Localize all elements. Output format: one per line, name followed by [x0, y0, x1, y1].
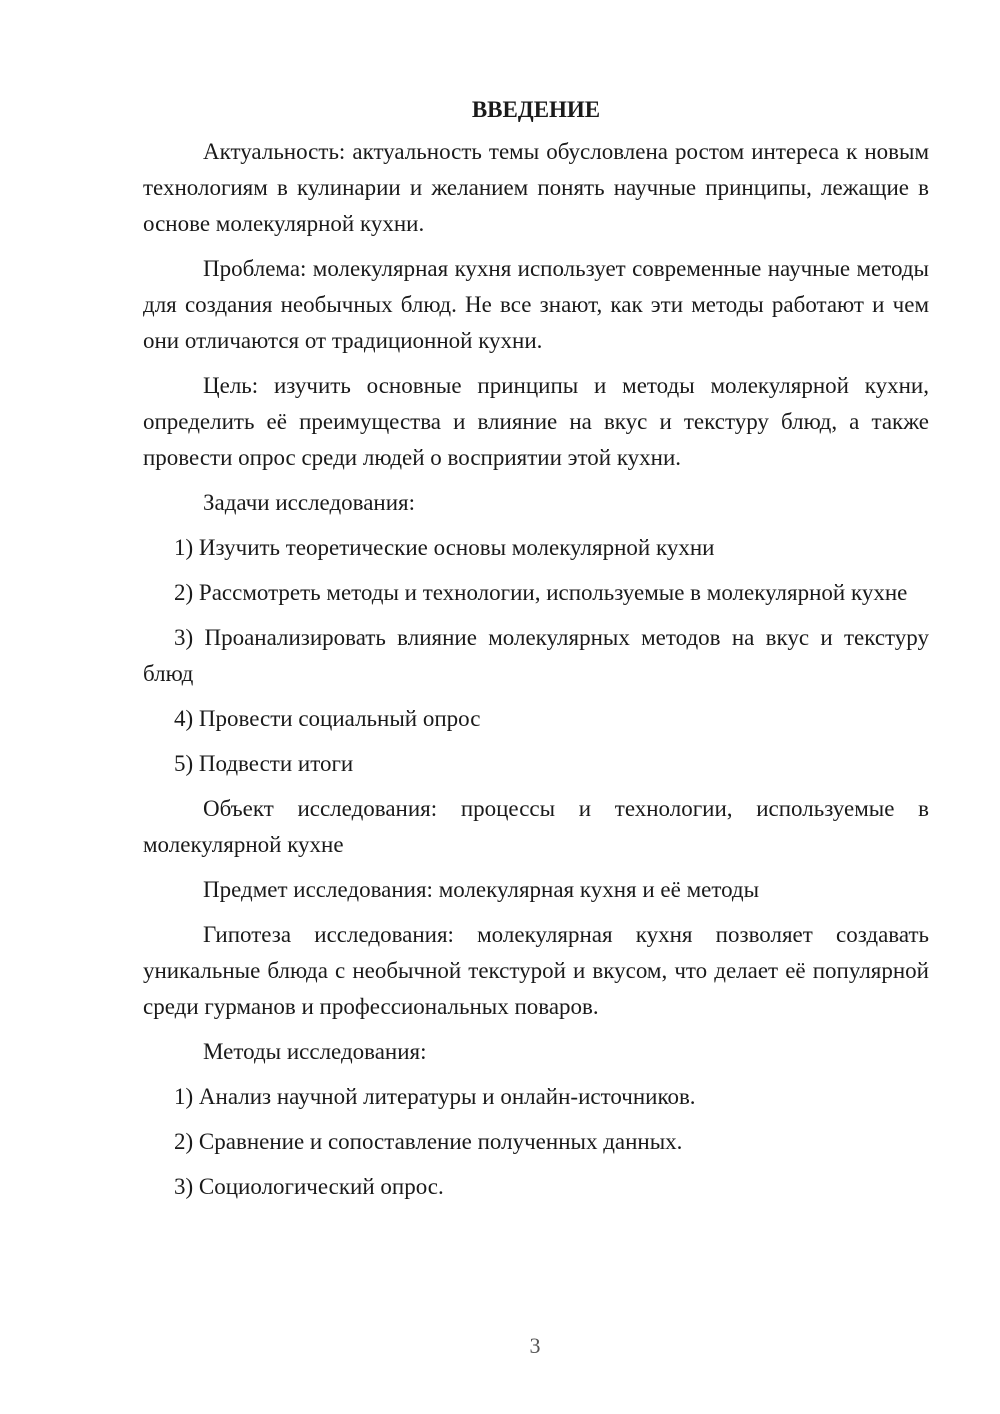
task-item-3: 3) Проанализировать влияние молекулярных методов на вкус и текстуру блюд: [143, 625, 929, 686]
goal-paragraph: Цель: изучить основные принципы и методы молекулярной кухни, определить её преимущества и влияние на вкус и текстуру блюд, а также провести опрос среди людей о восприятии этой кухни.: [143, 373, 929, 470]
hypothesis-paragraph: Гипотеза исследования: молекулярная кухня позволяет создавать уникальные блюда с необычной текстурой и вкусом, что делает её популярной среди гурманов и профессиональных поваров.: [143, 922, 929, 1019]
method-item-3: 3) Социологический опрос.: [174, 1174, 444, 1199]
task-item-5: 5) Подвести итоги: [174, 751, 354, 776]
relevance-paragraph: Актуальность: актуальность темы обусловлена ростом интереса к новым технологиям в кулинарии и желанием понять научные принципы, лежащие в основе молекулярной кухни.: [143, 139, 929, 236]
object-paragraph: Объект исследования: процессы и технологии, используемые в молекулярной кухне: [143, 796, 929, 857]
method-item-1: 1) Анализ научной литературы и онлайн-источников.: [174, 1084, 696, 1109]
problem-paragraph: Проблема: молекулярная кухня использует современные научные методы для создания необычных блюд. Не все знают, как эти методы работают и чем они отличаются от традиционной кухни.: [143, 256, 929, 353]
task-item-4: 4) Провести социальный опрос: [174, 706, 481, 731]
methods-title: Методы исследования:: [203, 1039, 427, 1064]
task-item-2: 2) Рассмотреть методы и технологии, используемые в молекулярной кухне: [174, 580, 908, 605]
task-item-1: 1) Изучить теоретические основы молекулярной кухни: [174, 535, 715, 560]
subject-paragraph: Предмет исследования: молекулярная кухня и её методы: [203, 877, 760, 902]
page-number: 3: [529, 1333, 541, 1358]
method-item-2: 2) Сравнение и сопоставление полученных данных.: [174, 1129, 683, 1154]
page-title: ВВЕДЕНИЕ: [471, 97, 601, 122]
document-page: [143, 92, 929, 1214]
tasks-title: Задачи исследования:: [203, 490, 416, 515]
